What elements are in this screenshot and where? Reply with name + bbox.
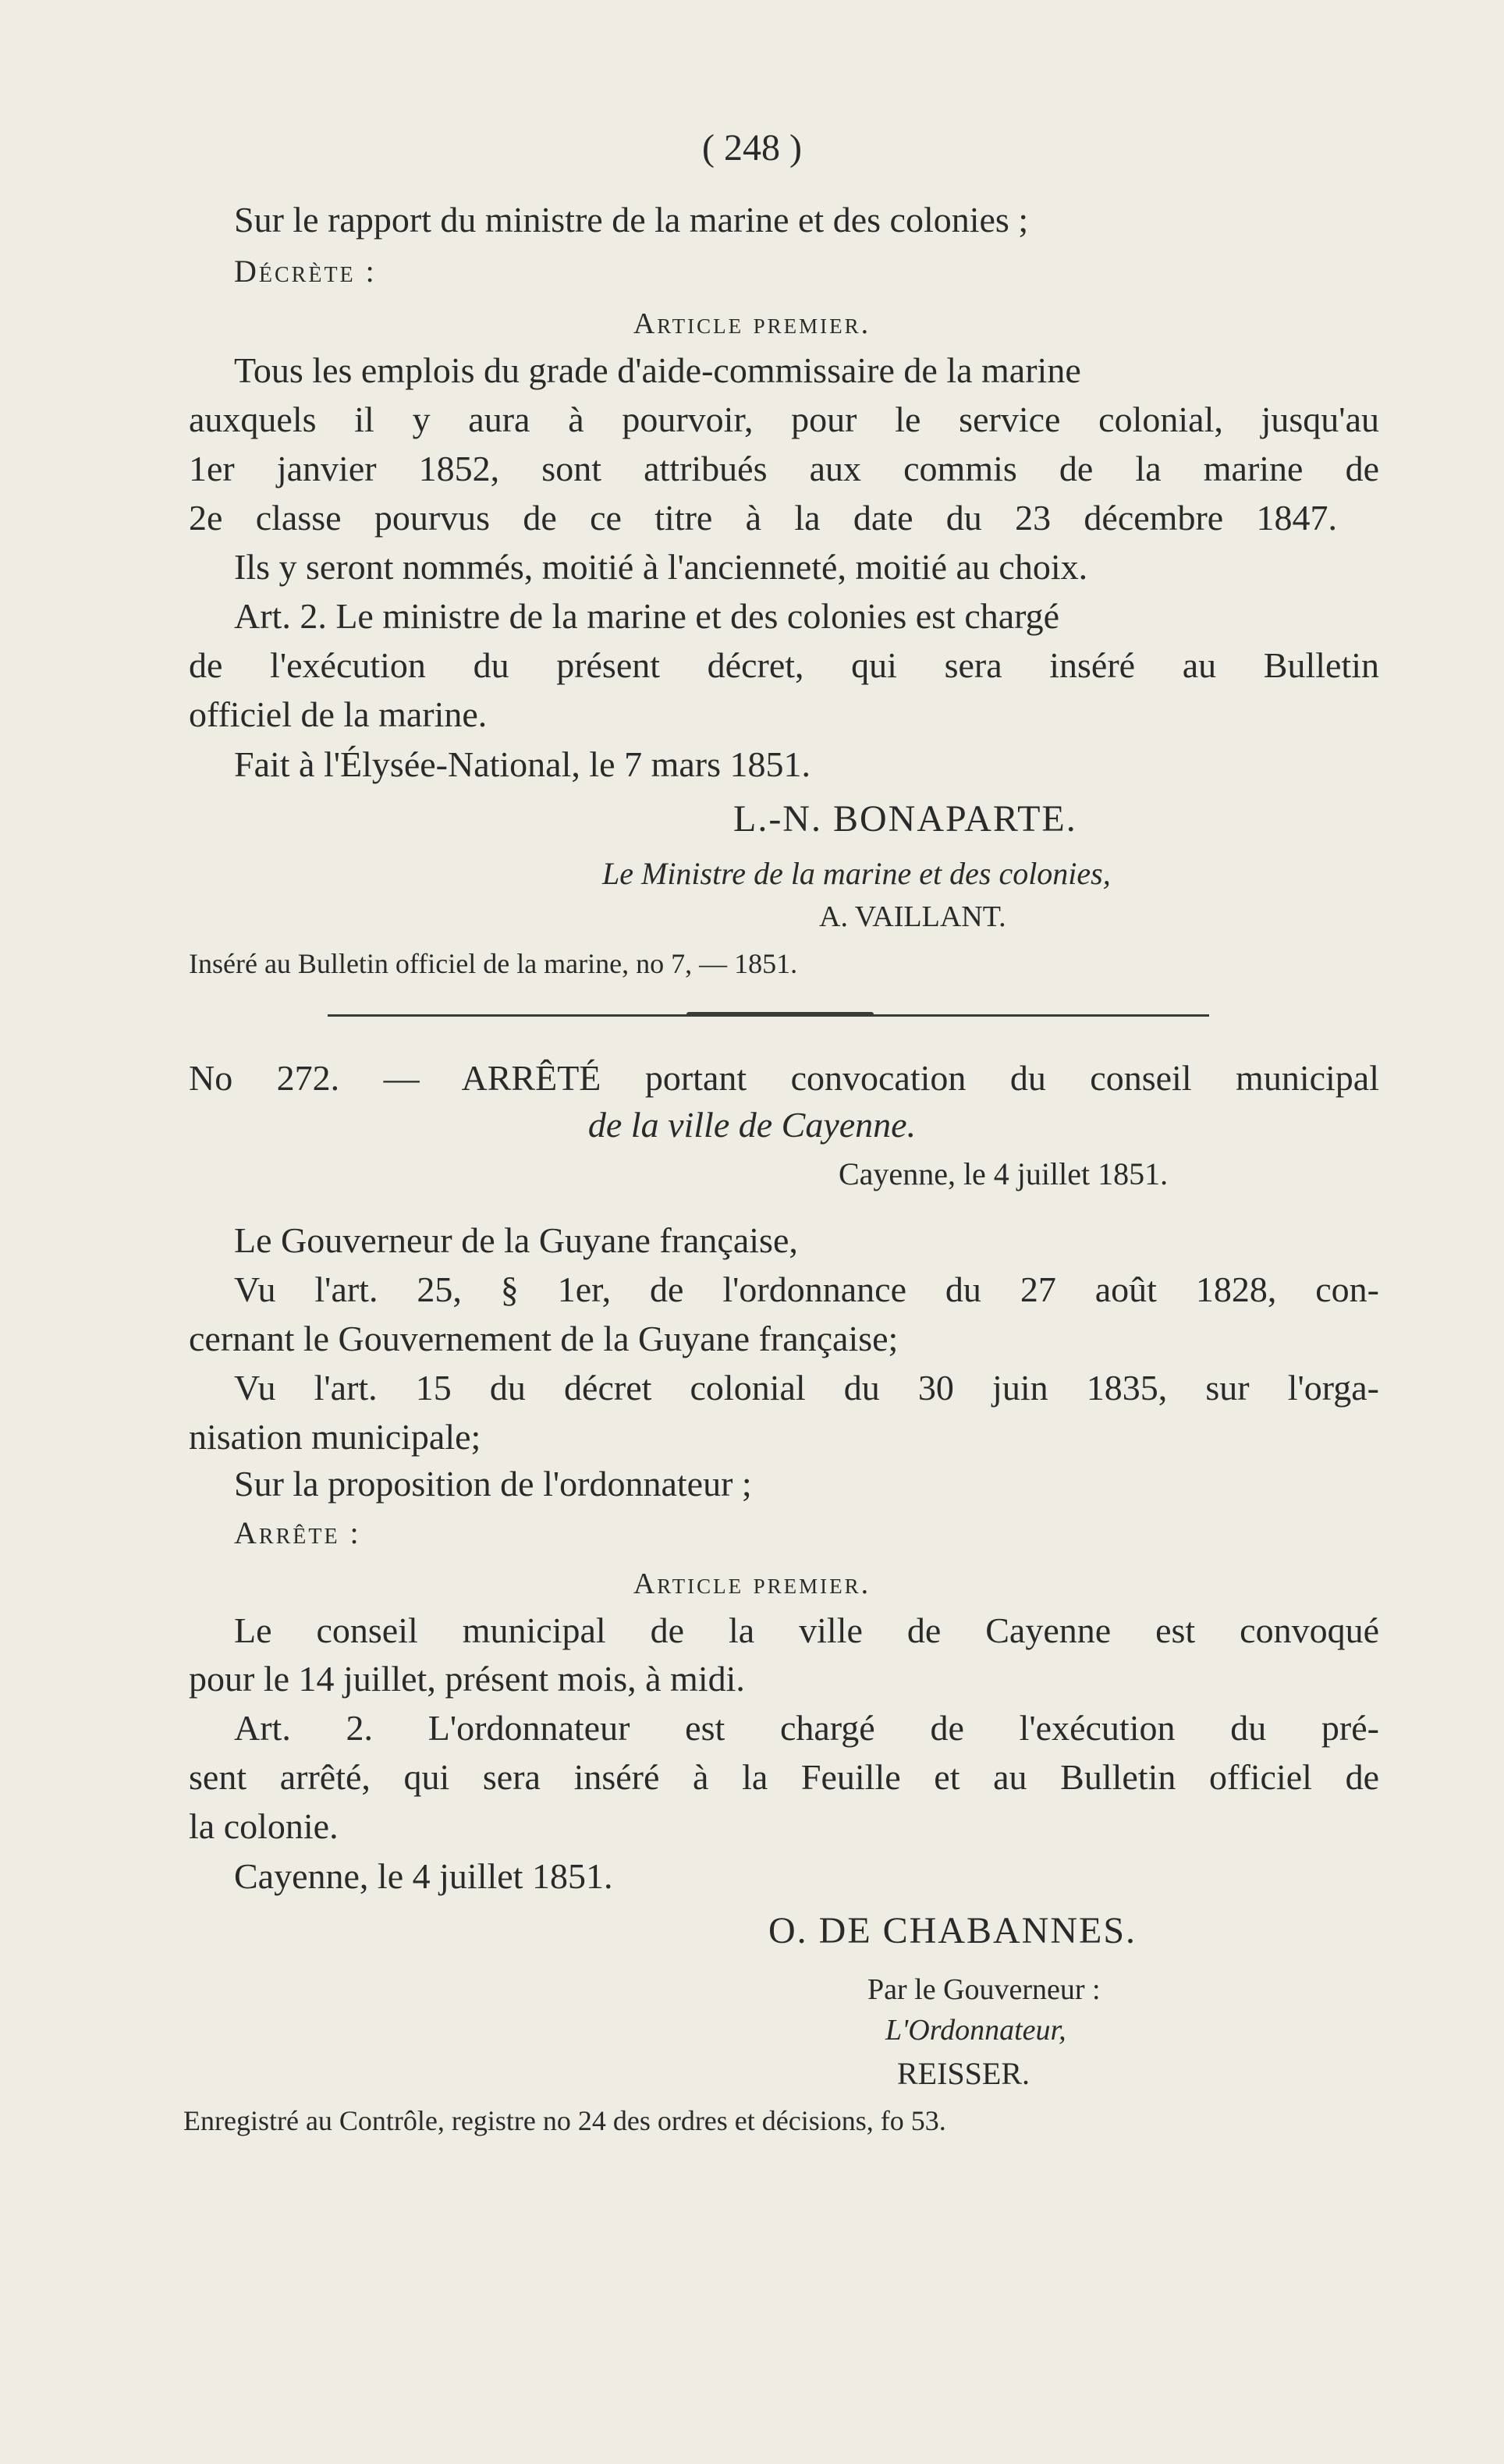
arrete-body-line: Vu l'art. 25, § 1er, de l'ordonnance du 27 août 1828, con- [234, 1269, 1379, 1309]
decree-art1-line: 2e classe pourvus de ce titre à la date du 23 décembre 1847. [189, 498, 1337, 538]
decree-art2-line: de l'exécution du présent décret, qui sera inséré au Bulletin [189, 645, 1379, 685]
arrete-body-line: cernant le Gouvernement de la Guyane française; [189, 1319, 899, 1358]
decree-art1-line: 1er janvier 1852, sont attribués aux commis de la marine de [189, 449, 1379, 488]
arrete-closing: Cayenne, le 4 juillet 1851. [234, 1856, 613, 1896]
decree-art1-line: Ils y seront nommés, moitié à l'ancienneté, moitié au choix. [234, 547, 1088, 587]
arrete-body-line: nisation municipale; [189, 1417, 481, 1457]
arrete-art1-line: Le conseil municipal de la ville de Cayenne est convoqué [234, 1610, 1379, 1650]
arrete-art2-line: sent arrêté, qui sera inséré à la Feuille et au Bulletin officiel de [189, 1757, 1379, 1797]
arrete-registration: Enregistré au Contrôle, registre no 24 des ordres et décisions, fo 53. [183, 2105, 946, 2136]
page-number: ( 248 ) [702, 127, 802, 169]
arrete-article-heading: Article premier. [633, 1568, 871, 1600]
arrete-signature: O. DE CHABANNES. [768, 1910, 1137, 1951]
decree-intro: Sur le rapport du ministre de la marine et des colonies ; [234, 200, 1029, 240]
decree-minister-title: Le Ministre de la marine et des colonies, [602, 856, 1111, 891]
arrete-art1-line: pour le 14 juillet, présent mois, à midi. [189, 1659, 745, 1699]
decree-art1-line: auxquels il y aura à pourvoir, pour le service colonial, jusqu'au [189, 399, 1379, 439]
arrete-par-le: Par le Gouverneur : [867, 1973, 1101, 2006]
arrete-ordonnateur-title: L'Ordonnateur, [885, 2014, 1066, 2047]
arrete-body-line: Le Gouverneur de la Guyane française, [234, 1220, 798, 1260]
arrete-body-line: Vu l'art. 15 du décret colonial du 30 juin 1835, sur l'orga- [234, 1368, 1379, 1408]
section-separator-ornament [686, 1012, 874, 1017]
arrete-art2-line: Art. 2. L'ordonnateur est chargé de l'exécution du pré- [234, 1708, 1379, 1748]
decree-art1-line: Tous les emplois du grade d'aide-commissaire de la marine [234, 350, 1081, 390]
decree-fait: Fait à l'Élysée-National, le 7 mars 1851. [234, 744, 811, 784]
arrete-ordonnateur-name: REISSER. [897, 2056, 1030, 2091]
arrete-place-date: Cayenne, le 4 juillet 1851. [839, 1156, 1169, 1191]
arrete-arrete-word: Arrête : [234, 1515, 361, 1550]
arrete-body-line: Sur la proposition de l'ordonnateur ; [234, 1464, 752, 1504]
decree-article-heading: Article premier. [633, 307, 871, 340]
decree-signature: L.-N. BONAPARTE. [733, 798, 1077, 840]
decree-decrete: Décrète : [234, 254, 377, 289]
decree-art2-line: Art. 2. Le ministre de la marine et des colonies est chargé [234, 596, 1060, 636]
decree-minister-name: A. VAILLANT. [819, 900, 1006, 933]
decree-art2-line: officiel de la marine. [189, 694, 488, 734]
arrete-title: No 272. — ARRÊTÉ portant convocation du conseil municipal [189, 1058, 1379, 1098]
arrete-art2-line: la colonie. [189, 1806, 339, 1846]
decree-insertion: Inséré au Bulletin officiel de la marine, no 7, — 1851. [189, 948, 798, 979]
arrete-title-line2: de la ville de Cayenne. [587, 1105, 917, 1145]
